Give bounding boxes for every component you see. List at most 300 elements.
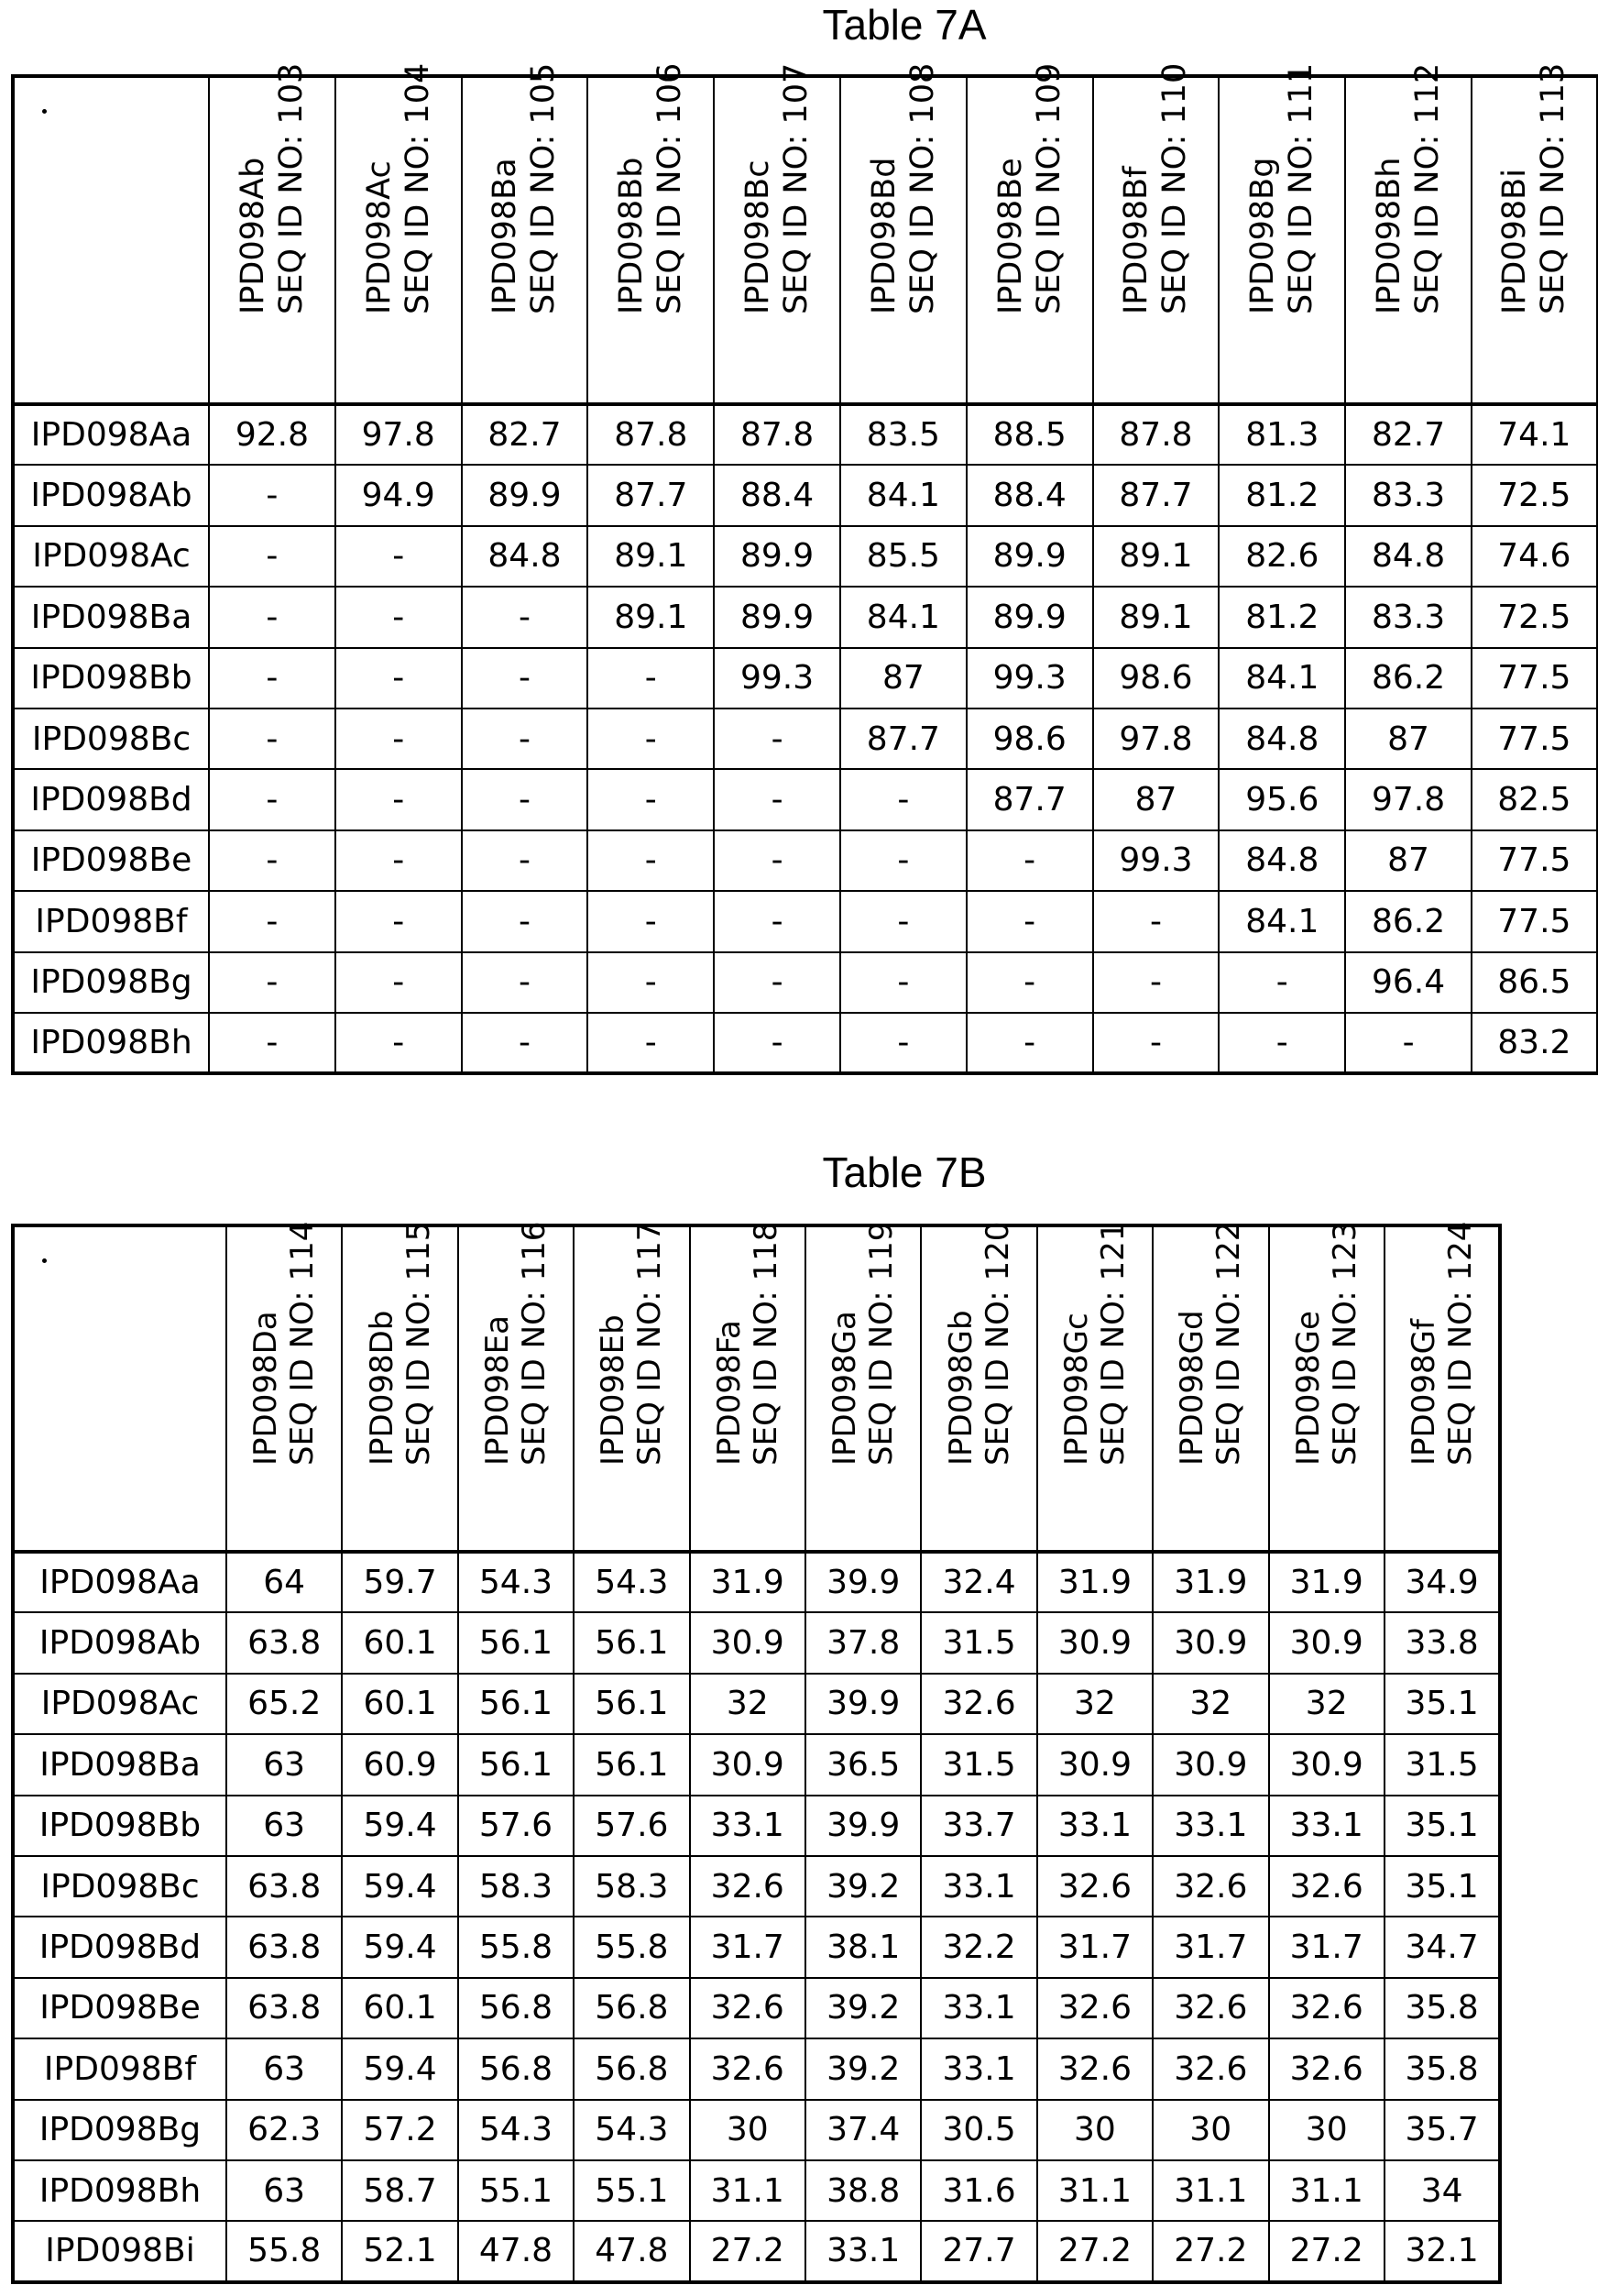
identity-value-cell: 85.5 <box>840 526 967 587</box>
identity-value-cell: 31.1 <box>1037 2160 1153 2221</box>
identity-value-cell: 99.3 <box>967 648 1093 709</box>
identity-value-cell: - <box>209 709 335 769</box>
row-label: IPD098Bd <box>13 1917 226 1977</box>
identity-value-cell: 30.9 <box>1153 1612 1268 1673</box>
identity-value-cell: 56.1 <box>458 1674 574 1734</box>
identity-value-cell: 84.1 <box>1219 648 1345 709</box>
column-header-text <box>1243 63 1320 314</box>
identity-value-cell: 35.7 <box>1385 2100 1500 2160</box>
identity-value-cell: 32.6 <box>690 1856 805 1917</box>
identity-value-cell: - <box>335 891 462 951</box>
identity-value-cell: 56.8 <box>458 2038 574 2099</box>
column-header <box>342 1221 457 1552</box>
identity-value-cell: 60.1 <box>342 1674 457 1734</box>
identity-value-cell: 27.7 <box>921 2221 1036 2281</box>
identity-value-cell: 88.5 <box>967 404 1093 465</box>
identity-value-cell: 97.8 <box>1093 709 1220 769</box>
column-header-text <box>991 63 1068 314</box>
identity-value-cell: 27.2 <box>690 2221 805 2281</box>
identity-value-cell: 84.8 <box>462 526 588 587</box>
identity-value-cell: 33.1 <box>1153 1796 1268 1856</box>
column-header <box>458 1221 574 1552</box>
column-name: IPD098Bd <box>865 157 903 314</box>
identity-value-cell: 89.1 <box>1093 587 1220 647</box>
column-header-text <box>1495 63 1572 314</box>
column-seq-id: SEQ ID NO: 106 <box>651 62 689 314</box>
identity-value-cell: 58.7 <box>342 2160 457 2221</box>
identity-value-cell: 89.9 <box>714 526 840 587</box>
column-header-text <box>1058 1222 1132 1466</box>
column-header-text <box>595 1222 668 1466</box>
column-name: IPD098Da <box>247 1311 285 1466</box>
table-7b <box>11 1221 1502 2284</box>
identity-value-cell: 87.8 <box>714 404 840 465</box>
identity-value-cell: - <box>209 891 335 951</box>
table-row <box>13 2221 1500 2281</box>
identity-value-cell: 47.8 <box>458 2221 574 2281</box>
column-header <box>921 1221 1036 1552</box>
identity-value-cell: - <box>840 891 967 951</box>
identity-value-cell: - <box>462 952 588 1013</box>
column-name: IPD098Bf <box>1118 166 1155 314</box>
table-row <box>13 1013 1598 1073</box>
identity-value-cell: 89.9 <box>967 587 1093 647</box>
identity-value-cell: 58.3 <box>458 1856 574 1917</box>
identity-value-cell: 83.2 <box>1472 1013 1598 1073</box>
identity-value-cell: 89.9 <box>714 587 840 647</box>
identity-value-cell: 74.1 <box>1472 404 1598 465</box>
column-header <box>574 1221 689 1552</box>
identity-value-cell: - <box>714 952 840 1013</box>
identity-value-cell: 56.8 <box>574 1978 689 2038</box>
identity-value-cell: 30.9 <box>1269 1734 1385 1795</box>
identity-value-cell: - <box>587 1013 714 1073</box>
row-label: IPD098Be <box>13 1978 226 2038</box>
header-row <box>13 1225 1500 1552</box>
identity-value-cell: 31.1 <box>1269 2160 1385 2221</box>
identity-value-cell: - <box>714 1013 840 1073</box>
identity-value-cell: 39.9 <box>805 1674 921 1734</box>
column-header <box>209 62 335 404</box>
column-header-text <box>364 1222 437 1466</box>
identity-value-cell: 32.6 <box>1153 1978 1268 2038</box>
column-header-text <box>711 1222 784 1466</box>
column-header-text <box>1117 63 1194 314</box>
identity-value-cell: 34.7 <box>1385 1917 1500 1977</box>
identity-value-cell: 30.9 <box>690 1612 805 1673</box>
identity-value-cell: - <box>714 709 840 769</box>
column-header <box>1219 62 1345 404</box>
identity-value-cell: 72.5 <box>1472 587 1598 647</box>
identity-value-cell: - <box>967 891 1093 951</box>
column-name: IPD098Gb <box>942 1310 980 1466</box>
column-header <box>226 1221 342 1552</box>
identity-value-cell: 89.9 <box>967 526 1093 587</box>
identity-value-cell: 86.2 <box>1345 648 1472 709</box>
row-label: IPD098Ac <box>13 526 209 587</box>
identity-value-cell: - <box>335 952 462 1013</box>
identity-value-cell: 31.7 <box>1037 1917 1153 1977</box>
identity-value-cell: - <box>335 648 462 709</box>
identity-value-cell: 63.8 <box>226 1978 342 2038</box>
column-header <box>840 62 967 404</box>
column-seq-id: SEQ ID NO: 117 <box>631 1221 669 1466</box>
identity-value-cell: 38.8 <box>805 2160 921 2221</box>
identity-value-cell: 33.7 <box>921 1796 1036 1856</box>
identity-value-cell: - <box>1345 1013 1472 1073</box>
identity-value-cell: 82.5 <box>1472 769 1598 829</box>
identity-value-cell: 30 <box>1153 2100 1268 2160</box>
column-header-text <box>612 63 689 314</box>
identity-value-cell: 59.7 <box>342 1552 457 1612</box>
identity-value-cell: 81.2 <box>1219 587 1345 647</box>
identity-value-cell: 84.8 <box>1345 526 1472 587</box>
column-seq-id: SEQ ID NO: 113 <box>1535 62 1572 314</box>
identity-value-cell: - <box>209 526 335 587</box>
identity-value-cell: 95.6 <box>1219 769 1345 829</box>
identity-value-cell: 94.9 <box>335 465 462 525</box>
identity-value-cell: - <box>967 830 1093 891</box>
row-label: IPD098Aa <box>13 1552 226 1612</box>
identity-value-cell: 86.5 <box>1472 952 1598 1013</box>
column-seq-id: SEQ ID NO: 116 <box>515 1221 553 1466</box>
row-label: IPD098Bh <box>13 1013 209 1073</box>
identity-value-cell: 88.4 <box>714 465 840 525</box>
identity-value-cell: 32.6 <box>1037 2038 1153 2099</box>
identity-value-cell: - <box>462 830 588 891</box>
identity-value-cell: 59.4 <box>342 1856 457 1917</box>
identity-value-cell: - <box>335 769 462 829</box>
identity-value-cell: - <box>462 587 588 647</box>
identity-value-cell: - <box>840 952 967 1013</box>
identity-value-cell: 30.9 <box>690 1734 805 1795</box>
column-seq-id: SEQ ID NO: 118 <box>747 1221 784 1466</box>
identity-value-cell: 30.9 <box>1153 1734 1268 1795</box>
identity-value-cell: 88.4 <box>967 465 1093 525</box>
identity-value-cell: 87.8 <box>587 404 714 465</box>
table-row <box>13 1856 1500 1917</box>
table-row <box>13 891 1598 951</box>
column-header-text <box>486 63 563 314</box>
column-header <box>1385 1221 1500 1552</box>
table-7b-title: Table 7B <box>822 1148 987 1196</box>
identity-value-cell: 87 <box>1093 769 1220 829</box>
identity-value-cell: 34 <box>1385 2160 1500 2221</box>
identity-value-cell: - <box>1093 952 1220 1013</box>
column-header-text <box>826 1222 900 1466</box>
table-row <box>13 465 1598 525</box>
column-header <box>1345 62 1472 404</box>
identity-value-cell: 32.6 <box>921 1674 1036 1734</box>
identity-value-cell: 30 <box>1269 2100 1385 2160</box>
row-label: IPD098Bc <box>13 1856 226 1917</box>
identity-value-cell: 81.2 <box>1219 465 1345 525</box>
column-header-text <box>865 63 942 314</box>
identity-value-cell: - <box>462 1013 588 1073</box>
identity-value-cell: 32.6 <box>1269 1978 1385 2038</box>
identity-value-cell: 33.1 <box>690 1796 805 1856</box>
identity-value-cell: 89.1 <box>1093 526 1220 587</box>
identity-value-cell: 38.1 <box>805 1917 921 1977</box>
identity-value-cell: - <box>209 830 335 891</box>
table-row <box>13 587 1598 647</box>
identity-value-cell: - <box>1093 891 1220 951</box>
row-label: IPD098Bh <box>13 2160 226 2221</box>
identity-value-cell: - <box>587 952 714 1013</box>
identity-value-cell: 84.1 <box>840 587 967 647</box>
identity-value-cell: 33.1 <box>1269 1796 1385 1856</box>
column-header-text <box>739 63 815 314</box>
row-label: IPD098Ab <box>13 465 209 525</box>
table-row <box>13 2160 1500 2221</box>
identity-value-cell: - <box>462 709 588 769</box>
table-row <box>13 1978 1500 2038</box>
identity-value-cell: 84.8 <box>1219 709 1345 769</box>
table-row <box>13 1734 1500 1795</box>
row-label: IPD098Bb <box>13 1796 226 1856</box>
identity-value-cell: 87.8 <box>1093 404 1220 465</box>
column-seq-id: SEQ ID NO: 103 <box>272 62 310 314</box>
column-name: IPD098Ba <box>487 158 524 314</box>
identity-value-cell: 39.2 <box>805 1978 921 2038</box>
identity-value-cell: - <box>587 709 714 769</box>
column-name: IPD098Gf <box>1405 1319 1442 1466</box>
identity-value-cell: 59.4 <box>342 1917 457 1977</box>
column-seq-id: SEQ ID NO: 123 <box>1326 1221 1363 1466</box>
identity-value-cell: 63 <box>226 2038 342 2099</box>
identity-value-cell: 31.7 <box>1153 1917 1268 1977</box>
row-label: IPD098Bg <box>13 952 209 1013</box>
identity-value-cell: 31.1 <box>1153 2160 1268 2221</box>
identity-value-cell: 32.6 <box>1269 1856 1385 1917</box>
identity-value-cell: 56.1 <box>574 1734 689 1795</box>
table-7a-title: Table 7A <box>822 1 987 49</box>
identity-value-cell: 62.3 <box>226 2100 342 2160</box>
header-row <box>13 76 1598 404</box>
column-header <box>462 62 588 404</box>
identity-value-cell: - <box>462 891 588 951</box>
row-label: IPD098Bf <box>13 891 209 951</box>
column-seq-id: SEQ ID NO: 124 <box>1441 1221 1479 1466</box>
column-name: IPD098Ac <box>360 160 398 314</box>
column-seq-id: SEQ ID NO: 112 <box>1409 62 1447 314</box>
identity-value-cell: 60.9 <box>342 1734 457 1795</box>
identity-value-cell: 31.5 <box>921 1612 1036 1673</box>
identity-value-cell: 32.6 <box>1153 2038 1268 2099</box>
identity-value-cell: - <box>335 587 462 647</box>
identity-value-cell: 32.1 <box>1385 2221 1500 2281</box>
identity-value-cell: 32.6 <box>1037 1978 1153 2038</box>
column-header <box>587 62 714 404</box>
table-row <box>13 1674 1500 1734</box>
identity-value-cell: 52.1 <box>342 2221 457 2281</box>
identity-value-cell: 56.8 <box>574 2038 689 2099</box>
identity-value-cell: 35.8 <box>1385 2038 1500 2099</box>
column-name: IPD098Ab <box>234 157 271 314</box>
identity-value-cell: 35.1 <box>1385 1796 1500 1856</box>
identity-value-cell: 47.8 <box>574 2221 689 2281</box>
column-header <box>1472 62 1598 404</box>
identity-value-cell: - <box>714 830 840 891</box>
column-seq-id: SEQ ID NO: 120 <box>979 1221 1016 1466</box>
corner-cell <box>13 76 209 404</box>
identity-value-cell: 82.7 <box>462 404 588 465</box>
table-row <box>13 1917 1500 1977</box>
identity-value-cell: 32 <box>1269 1674 1385 1734</box>
identity-value-cell: 87 <box>1345 830 1472 891</box>
identity-value-cell: - <box>967 1013 1093 1073</box>
column-header <box>714 62 840 404</box>
identity-value-cell: - <box>587 830 714 891</box>
identity-value-cell: 83.5 <box>840 404 967 465</box>
table-7a <box>11 62 1598 1075</box>
identity-value-cell: - <box>1093 1013 1220 1073</box>
identity-value-cell: - <box>209 1013 335 1073</box>
identity-value-cell: 64 <box>226 1552 342 1612</box>
column-seq-id: SEQ ID NO: 121 <box>1094 1221 1132 1466</box>
identity-value-cell: 37.4 <box>805 2100 921 2160</box>
identity-value-cell: - <box>462 769 588 829</box>
identity-value-cell: - <box>209 587 335 647</box>
identity-value-cell: 84.1 <box>840 465 967 525</box>
identity-value-cell: 32.6 <box>690 2038 805 2099</box>
identity-value-cell: 87.7 <box>967 769 1093 829</box>
identity-value-cell: 89.1 <box>587 526 714 587</box>
column-seq-id: SEQ ID NO: 111 <box>1283 62 1320 314</box>
column-name: IPD098Gc <box>1057 1313 1095 1466</box>
column-seq-id: SEQ ID NO: 107 <box>778 62 815 314</box>
identity-value-cell: - <box>209 769 335 829</box>
column-name: IPD098Bg <box>1244 157 1282 314</box>
identity-value-cell: 36.5 <box>805 1734 921 1795</box>
column-name: IPD098Bc <box>739 159 777 314</box>
column-seq-id: SEQ ID NO: 109 <box>1030 62 1067 314</box>
table-row <box>13 526 1598 587</box>
identity-value-cell: - <box>587 891 714 951</box>
identity-value-cell: 35.1 <box>1385 1674 1500 1734</box>
column-header-text <box>943 1222 1016 1466</box>
identity-value-cell: 32.2 <box>921 1917 1036 1977</box>
identity-value-cell: 92.8 <box>209 404 335 465</box>
identity-value-cell: 59.4 <box>342 1796 457 1856</box>
identity-value-cell: 87.7 <box>840 709 967 769</box>
row-label: IPD098Bg <box>13 2100 226 2160</box>
identity-value-cell: 31.9 <box>690 1552 805 1612</box>
identity-value-cell: 56.1 <box>574 1612 689 1673</box>
identity-value-cell: 30 <box>1037 2100 1153 2160</box>
table-row <box>13 1796 1500 1856</box>
identity-value-cell: 99.3 <box>1093 830 1220 891</box>
identity-value-cell: - <box>335 709 462 769</box>
identity-value-cell: 63 <box>226 1734 342 1795</box>
column-name: IPD098Fa <box>710 1320 748 1466</box>
column-header <box>1037 1221 1153 1552</box>
row-label: IPD098Bc <box>13 709 209 769</box>
identity-value-cell: 39.9 <box>805 1796 921 1856</box>
identity-value-cell: 32.6 <box>1269 2038 1385 2099</box>
column-header <box>967 62 1093 404</box>
column-seq-id: SEQ ID NO: 110 <box>1156 62 1194 314</box>
identity-value-cell: - <box>967 952 1093 1013</box>
identity-value-cell: 77.5 <box>1472 830 1598 891</box>
corner-dot-mark <box>42 1258 47 1263</box>
row-label: IPD098Aa <box>13 404 209 465</box>
identity-value-cell: 33.1 <box>1037 1796 1153 1856</box>
identity-value-cell: - <box>335 830 462 891</box>
identity-value-cell: 84.1 <box>1219 891 1345 951</box>
identity-value-cell: 31.7 <box>690 1917 805 1977</box>
identity-value-cell: - <box>587 769 714 829</box>
identity-value-cell: 55.1 <box>458 2160 574 2221</box>
identity-value-cell: 31.7 <box>1269 1917 1385 1977</box>
identity-value-cell: 27.2 <box>1269 2221 1385 2281</box>
identity-value-cell: - <box>462 648 588 709</box>
row-label: IPD098Ac <box>13 1674 226 1734</box>
identity-value-cell: 33.1 <box>921 1978 1036 2038</box>
identity-value-cell: 27.2 <box>1153 2221 1268 2281</box>
corner-cell <box>13 1225 226 1552</box>
identity-value-cell: 31.9 <box>1153 1552 1268 1612</box>
identity-value-cell: 32 <box>1037 1674 1153 1734</box>
identity-value-cell: 39.9 <box>805 1552 921 1612</box>
row-label: IPD098Be <box>13 830 209 891</box>
identity-value-cell: 77.5 <box>1472 891 1598 951</box>
identity-value-cell: - <box>587 648 714 709</box>
identity-value-cell: 97.8 <box>335 404 462 465</box>
row-label: IPD098Ba <box>13 587 209 647</box>
identity-value-cell: - <box>714 891 840 951</box>
identity-value-cell: 35.1 <box>1385 1856 1500 1917</box>
identity-value-cell: 33.1 <box>805 2221 921 2281</box>
identity-value-cell: 35.8 <box>1385 1978 1500 2038</box>
column-name: IPD098Bi <box>1496 169 1534 314</box>
identity-value-cell: - <box>840 1013 967 1073</box>
identity-value-cell: 32.6 <box>690 1978 805 2038</box>
identity-value-cell: 32.4 <box>921 1552 1036 1612</box>
table-row <box>13 1612 1500 1673</box>
identity-value-cell: 99.3 <box>714 648 840 709</box>
row-label: IPD098Ab <box>13 1612 226 1673</box>
identity-value-cell: 83.3 <box>1345 587 1472 647</box>
column-header-text <box>479 1222 553 1466</box>
identity-value-cell: 98.6 <box>967 709 1093 769</box>
column-name: IPD098Eb <box>595 1314 632 1466</box>
identity-value-cell: 57.6 <box>574 1796 689 1856</box>
identity-value-cell: 55.8 <box>458 1917 574 1977</box>
identity-value-cell: 58.3 <box>574 1856 689 1917</box>
column-name: IPD098Bh <box>1371 157 1408 314</box>
identity-value-cell: 82.6 <box>1219 526 1345 587</box>
identity-value-cell: 54.3 <box>458 1552 574 1612</box>
identity-value-cell: 56.1 <box>458 1612 574 1673</box>
column-header-text <box>1370 63 1447 314</box>
identity-value-cell: 54.3 <box>458 2100 574 2160</box>
identity-value-cell: 63 <box>226 1796 342 1856</box>
row-label: IPD098Bd <box>13 769 209 829</box>
column-header-text <box>247 1222 321 1466</box>
table-row <box>13 830 1598 891</box>
column-seq-id: SEQ ID NO: 104 <box>399 62 436 314</box>
column-header-text <box>1406 1222 1479 1466</box>
column-seq-id: SEQ ID NO: 114 <box>284 1221 322 1466</box>
identity-value-cell: 31.5 <box>1385 1734 1500 1795</box>
identity-value-cell: 74.6 <box>1472 526 1598 587</box>
identity-value-cell: 60.1 <box>342 1612 457 1673</box>
identity-value-cell: 56.1 <box>458 1734 574 1795</box>
identity-value-cell: 89.1 <box>587 587 714 647</box>
corner-dot-mark <box>42 109 47 114</box>
identity-value-cell: 33.8 <box>1385 1612 1500 1673</box>
